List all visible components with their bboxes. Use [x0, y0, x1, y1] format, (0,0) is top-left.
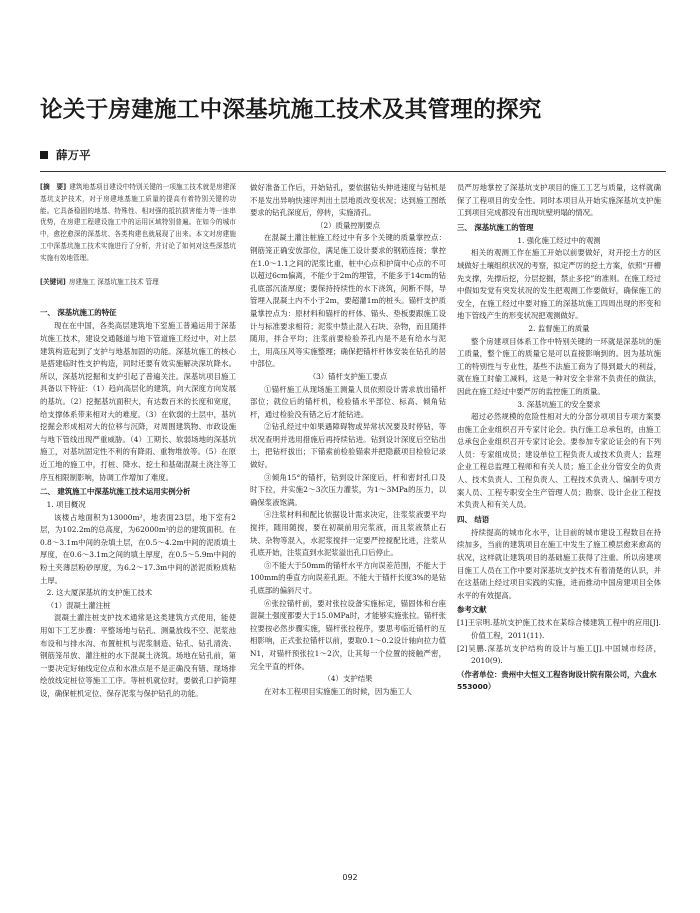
subsection-heading: （3）锚杆支护施工要点: [308, 371, 388, 381]
references-heading: 参考文献: [457, 605, 487, 615]
paragraph: 员严厉地掌控了深基坑支护项目的施工工艺与质量，这样就确保了工程项目的安全性。同时本项目从开始实施深基坑支护施工到项目完成都没有出现坑壁坍塌的情况。: [457, 183, 661, 218]
subsection-heading: （1）混凝土灌注桩: [46, 600, 111, 610]
paragraph: 整个房建项目体系工作中特别关键的一环就是深基坑的施工质量，整个施工的质量它是可以直接影响到的。因为基坑施工的特别性与专业性，基些不法施工商为了得到最大的利益，就在施工时偷工减料，这是一种对安全非常不负责任的做法，因此在施工经过中要严厉的监控施工的质量。: [457, 336, 661, 396]
paragraph: 混凝土灌注桩支护技术通常是这类建筑方式使用，能使用如下工艺步骤：平整场地与钻孔、测量放线不空、泥浆池布设和与排水沟、布置桩机与泥浆制造、钻孔、钻孔清洗、钢筋笼吊放、灌注桩的水下混凝土浇筑。场地在钻孔前，第一要决定好轴线定位点和水准点是不是正确没有错、现场排绘放线定桩位等施工工序。等桩机就位时，要做孔口护筒埋设，确保桩机定位、保存泥浆与保护钻孔的功能。: [40, 613, 236, 698]
paper-title: 论关于房建施工中深基坑施工技术及其管理的探究: [40, 97, 542, 123]
author-name: 薛万平: [56, 148, 91, 162]
keywords-label: [关键词]: [40, 277, 66, 286]
paragraph: 超过必然规模的危险性相对大的分部分项项目专项方案要由施工企业组织召开专家讨论会。执行施工总承包的，由施工总承包企业组织召开专家讨论会。要参加专家论证会的有下列人员：专家组成员；建设单位工程负责人或技术负责人；监理企业工程总监理工程师和有关人员；施工企业分管安全的负责人、技术负责人、工程负责人、工程技术负责人、编制专项方案人员、工程专职安全生产管理人员；勘察、设计企业工程技术负责人和有关人员。: [457, 412, 661, 510]
page-number: 092: [342, 873, 358, 882]
subsection-heading: 1. 强化施工经过中的观测: [517, 235, 601, 245]
paragraph: 持续提高的城市化水平，让目前的城市建设工程数目在持续加多，当前的建筑项目在施工中发生了施工模层愈来愈高的状况，这样就让建筑项目的基础施工获得了注重。所以房建项目施工人员在工作中要对深基坑支护技术有着清楚的认识，并在这基础上经过项目实践的实施，进而推动中国房建项目全体水平的有效提高。: [457, 527, 661, 600]
paragraph: 做好准备工作后，开始钻孔，要依据钻头伸进速度与钻机是不是发出异响快速评判出土层地质改变状况；达到施工图纸要求的钻孔深度后，停转，实施清孔。: [250, 183, 446, 218]
paragraph: ⑤不能大于50mm的锚杆水平方向误差范围，不能大于100mm的垂直方向误差孔距。不能大于锚杆长度3%的是钻孔底部的偏斜尺寸。: [250, 560, 446, 595]
subsection-heading: 3. 深基坑施工的安全要求: [517, 399, 601, 409]
paragraph: 该楼占地面积为13000m²，地表面23层，地下室有2层，为102.2m的总高度，为62000m²的总的建筑面积。在0.8～3.1m中间的杂填土层，在0.5～4.2m中间的泥质填土厚度，在0.6～3.1m之间的填土厚度，在0.5～5.9m中间的粉土夹薄层粉砂厚度，为6.2～17.3m中间的淤泥质粉质粘土厚。: [40, 512, 236, 585]
subsection-heading: 2. 这大厦深基坑的支护施工技术: [46, 588, 153, 598]
square-bullet-icon: [40, 151, 48, 159]
reference-item: [2]吴鹏.深基坑支护结构的设计与施工[J].中国城市经济，2010(9).: [457, 643, 661, 666]
paragraph: 在对本工程项目实施施工的时候，因为施工人: [264, 686, 412, 696]
reference-item: [1]王宗明.基坑支护施工技术在某综合楼建筑工程中的应用[J].价值工程，2011(11).: [457, 618, 661, 640]
abstract-label: [摘 要]: [40, 183, 67, 191]
paragraph: ⑥张拉锚杆前，要对张拉设备实施标定，锚固体和台座混凝土强度都要大于15.0MPa时，才能够实施张拉。锚杆张拉要按必然步骤实施，锚杆张拉程序，要思考临近锚杆的互相影响，正式张拉锚杆以前，要取0.1～0.2设计轴向拉力值N1，对锚杆预张拉1～2次，让其每一个位置的接触严密，完全平直的杆体。: [250, 598, 446, 671]
paragraph: 相关的观测工作在施工开始以前要做好，对开挖土方的区域做好土壤组织状况的考察，拟定严厉的挖土方案，依照“开槽先支撑，先撑后挖，分层挖掘，禁止多挖”的准则。在施工经过中假如发觉有突发状况的发生把观测工作要做好，确保施工的安全，在施工经过中要对施工的深基坑施工四周出现的形变和地下管线产生的形变状况把观测做好。: [457, 248, 661, 321]
abstract-text: 建筑地基项目建设中特别关键的一项施工技术就是房建深基坑支护技术，对于房建地基施工质量的提高有着特别关键的功能。它具备稳固的地基、特殊性、相对强的抵抗损害能力等一连串优势，在房建工程建设施工中的运用区域特别普遍。在如今的城市中，愈挖愈深的深基坑、各类构建也就展现了出来。本文对房建施工中深基坑施工技术实施进行了分析，并讨论了如何对这些深基坑实施有效地管理。: [40, 183, 237, 262]
section-heading: 一、 深基坑施工的特征: [40, 308, 117, 318]
header-divider: [40, 171, 666, 172]
column-1: [40, 182, 236, 701]
paragraph: 现在在中国，各类高层建筑地下室施工普遍运用于深基坑施工技术，建设交通隧道与地下管道施工经过中，对上层建筑构造起到了支护与地基加固的功能。深基坑施工的核心是搭建临时性支护构造，同时还要有效实施解决深坑降水。所以，深基坑挖掘和支护引起了普遍关注。深基坑项目施工具备以下特征：（1）趋向高层化的建筑，向大深度方向发展的基坑。（2）挖掘基坑面积大，有达数百米的长度和宽度，给支撑体系带来相对大的难度。（3）在软弱的土层中，基坑挖掘会形成相对大的位移与沉降，对周围建筑物、市政设施与地下管线出现严重威胁。（4）工期长、软弱场地的深基坑施工，对基坑固定性不利的有降雨、重物堆放等。（5）在原近工地的施工中，打桩、降水、挖土和基础混凝土浇注等工序互相限制影响，协调工作增加了难度。: [40, 321, 236, 482]
abstract: [40, 182, 236, 265]
paragraph: 在混凝土灌注桩施工经过中有多个关键的质量掌控点：钢筋笼正确安放部位，满足施工设计要求的钢筋连接；掌控在1.0～1.1之间的泥浆比重，桩中心点和护筒中心点的不可以超过6cm偏离，不能少于2m的埋管，不能多于14cm的钻孔底部沉渣厚度；要保持持续性的水下浇筑，间断不得，导管埋入混凝土内不小于2m，要超灌1m的桩头。锚杆支护质量掌控点为：原材料和锚杆的杆体、锚头、垫板要跟施工设计与标准要求相符；泥浆中禁止混入石块、杂物，而且随拌随用，拌合平均；注浆前要检验养孔内是不是有给水与泥土，用高压风等实施整理；确保把锚杆杆体安装在钻孔的居中部位。: [250, 233, 446, 369]
subsection-heading: （2）质量控制要点: [316, 220, 380, 230]
author-affiliation: （作者单位：贵州中大恒义工程咨询设计院有限公司，六盘水 553000）: [457, 669, 657, 692]
paragraph: ②钻孔经过中如果遇障碍物或异常状况要及时停钻，等状况查明并选用措施后再持续钻进。钻到设计深度后空钻出土，把钻杆拔出；下锚索前检验锚索并把隐蔽项目检验记录做好。: [250, 422, 446, 470]
paragraph: ③倾角15°的锚杆，钻到设计深度后，杆和密封孔口及时下拉，并实施2～3次压力灌浆，为1～3MPa的压力，以确保浆液饱满。: [250, 472, 446, 507]
author-line: [40, 148, 91, 162]
section-heading: 三、 深基坑施工的管理: [457, 222, 534, 232]
subsection-heading: 1. 项目概况: [46, 500, 86, 510]
paragraph: ④注浆材料和配比依据设计需求决定，注浆浆液要平均搅拌，随用随搅，要在初凝前用完浆液，而且浆液禁止石块、杂物等混入，水泥浆搅拌一定要严控搅配比进，注浆从孔底开始，注浆直到水泥浆溢出孔口后停止。: [250, 510, 446, 558]
keywords-text: 房建施工 深基坑施工技术 管理: [68, 277, 159, 286]
column-3: [457, 182, 661, 694]
column-2: [250, 182, 446, 698]
section-heading: 二、 建筑施工中深基坑施工技术运用实例分析: [40, 487, 191, 497]
section-heading: 四、 结语: [457, 514, 490, 524]
subsection-heading: 2. 监督施工的质量: [528, 323, 590, 333]
keywords: [40, 277, 236, 289]
subsection-heading: （4）支护结果: [323, 674, 373, 684]
paragraph: ①锚杆施工从现场施工测量人员依照设计需求放出锚杆部位；就位后的锚杆机，检验锚水平部位、标高、倾角钻杆，通过检验没有错之后才能钻进。: [250, 384, 446, 419]
